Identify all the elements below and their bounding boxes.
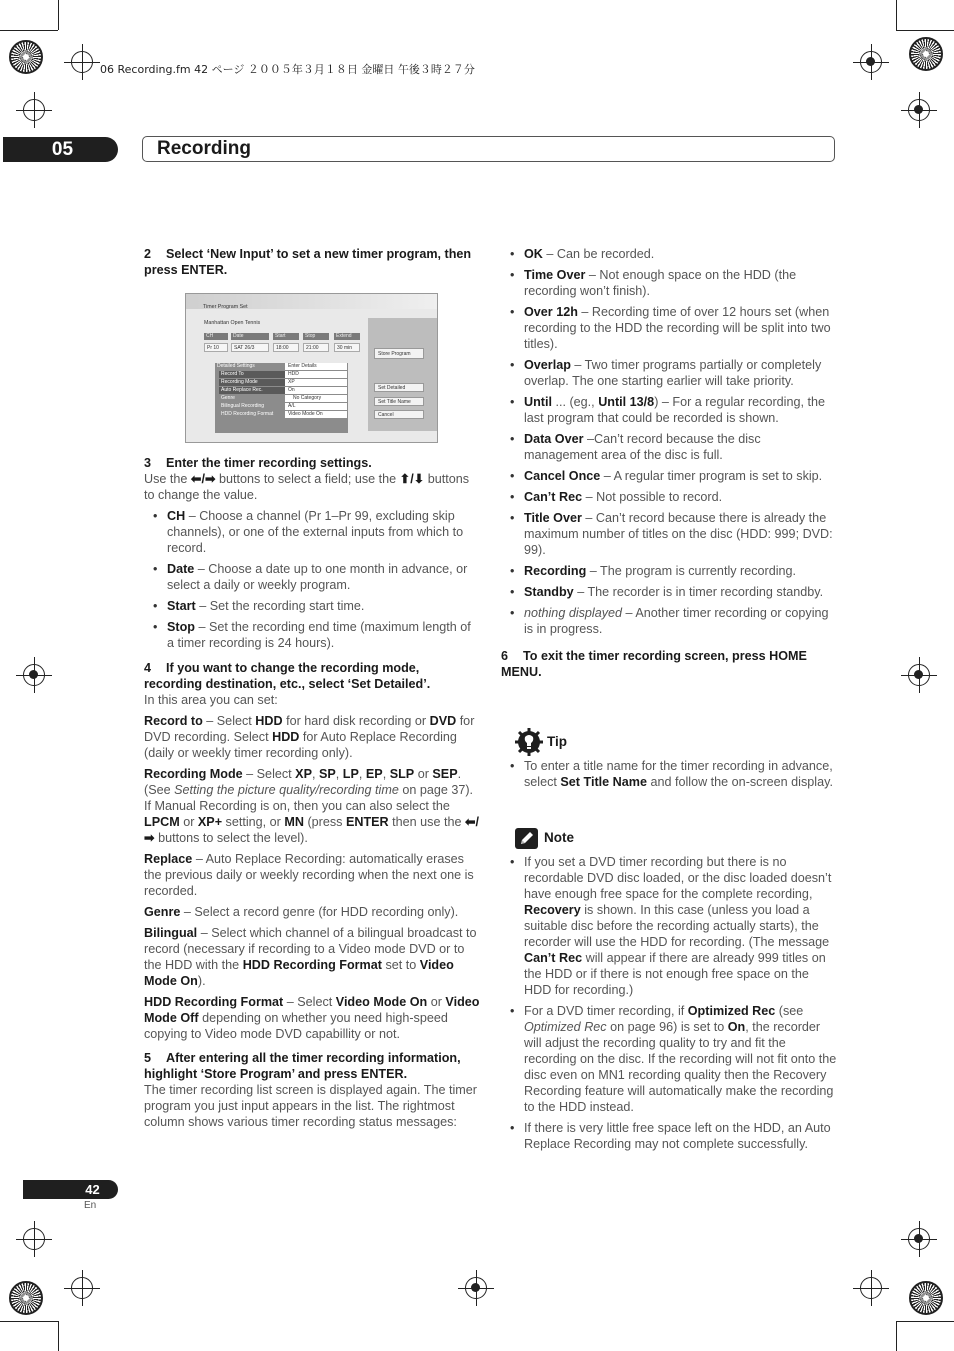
crosshair-icon [465,1277,487,1299]
crosshair-icon [908,1228,930,1250]
hdd-format-paragraph: HDD Recording Format – Select Video Mode On or Video Mode Off depending on whether you need high-speed copying to Video mode DVD capabillity or not. [144,995,480,1041]
replace-paragraph: Replace – Auto Replace Recording: automatically erases the previous daily or weekly recording when the next one is recorded. [144,852,474,898]
list-item: • Recording – The program is currently recording. [501,563,837,579]
value-start[interactable]: 18:00 [273,343,299,352]
list-item: • For a DVD timer recording, if Optimized Rec (see Optimized Rec on page 96) is set to On, the recorder will adjust the recording quality to try and fit the recording on the disc. If the recording will not fit onto the disc even on MN1 recording quality then the Recovery Recording feature will automatically make the recording to the HDD instead. [501,1003,837,1115]
set-title-name-button[interactable]: Set Title Name [374,397,424,406]
detail-value[interactable]: No Category [285,395,347,402]
status-list [501,246,837,637]
list-item: • Stop – Set the recording end time (maximum length of a timer recording is 24 hours). [144,619,480,651]
detail-label: Record To [219,371,285,378]
detail-label: HDD Recording Format [221,411,274,417]
detail-label: Genre [221,395,235,401]
list-item: • OK – Can be recorded. [501,246,837,262]
tip-icon [515,728,543,761]
list-item: • CH – Choose a channel (Pr 1–Pr 99, excluding skip channels), or one of the external inputs from which to record. [144,508,480,556]
crosshair-icon [23,1228,45,1250]
tip-body [501,758,837,795]
step-3-instructions: Use the ⬅/➡ buttons to select a field; use the ⬆/⬇ buttons to change the value. [144,472,470,502]
crosshair-icon [23,99,45,121]
detail-value[interactable]: HDD [285,371,347,378]
crosshair-icon [71,51,93,73]
chapter-number: 05 [3,137,118,162]
detail-value[interactable]: Video Mode On [285,411,347,418]
action-panel [368,318,438,431]
list-item: • Until ... (eg., Until 13/8) – For a regular recording, the last program that could be recorded is shown. [501,394,837,426]
detail-label: Bilingual Recording [221,403,265,409]
note-body [501,854,837,1157]
step-4-sub: In this area you can set: [144,693,278,707]
crosshair-icon [23,664,45,686]
registration-wheel-icon [909,1281,943,1315]
detail-header-left: Detailed Settings [217,363,255,369]
right-column [501,246,837,685]
detail-panel [215,363,348,433]
crosshair-icon [908,664,930,686]
list-item: • Over 12h – Recording time of over 12 hours set (when recording to the HDD the recording will be split into two titles). [501,304,837,352]
up-down-arrows-icon: ⬆/⬇ [399,472,425,486]
note-pencil-icon [515,828,538,854]
recording-mode-paragraph: Recording Mode – Select XP, SP, LP, EP, SLP or SEP. (See Setting the picture quality/recording time on page 37). If Manual Recording is on, then you can also select the LPCM or XP+ setting, or MN (press ENTER then use the ⬅/➡ buttons to select the level). [144,767,480,845]
list-item: • If there is very little free space left on the HDD, an Auto Replace Recording may not complete successfully. [501,1120,837,1152]
registration-wheel-icon [909,37,943,71]
set-detailed-button[interactable]: Set Detailed [374,383,424,392]
left-column [144,246,480,283]
step-6: 6 To exit the timer recording screen, press HOME MENU. [501,649,807,679]
genre-paragraph: Genre – Select a record genre (for HDD recording only). [144,905,459,919]
list-item: • If you set a DVD timer recording but there is no recordable DVD disc loaded, or the disc loaded doesn’t have enough free space for the complete recording, Recovery is shown. In this case (unless you load a suitable disc before the recording actually starts), the recorder will use the HDD for recording. (The message Can’t Rec will appear if there are already 999 titles on the HDD or if there is not enough free space on the HDD for recording.) [501,854,837,998]
list-item: • Date – Choose a date up to one month in advance, or select a daily or weekly program. [144,561,480,593]
timer-program-screen [185,293,438,443]
file-info: 06 Recording.fm 42 ページ ２００５年３月１８日 金曜日 午後３時２７分 [100,63,475,76]
list-item: • Cancel Once – A regular timer program is set to skip. [501,468,837,484]
detail-label: Auto Replace Rec. [219,387,285,394]
value-extend[interactable]: 30 min [334,343,360,352]
detail-label: Recording Mode [219,379,285,386]
list-item: • nothing displayed – Another timer recording or copying is in progress. [501,605,837,637]
left-right-arrows-icon: ⬅/➡ [190,472,216,486]
left-right-arrows-icon: ⬅/➡ [144,815,480,845]
crosshair-icon [908,99,930,121]
value-ch[interactable]: Pr 10 [204,343,228,352]
list-item: • Overlap – Two timer programs partially or completely overlap. The one starting earlier will take priority. [501,357,837,389]
list-item: • Standby – The recorder is in timer recording standby. [501,584,837,600]
cancel-button[interactable]: Cancel [374,410,424,419]
tip-heading: Tip [547,734,567,749]
col-start: Start [273,333,299,340]
value-date[interactable]: SAT 26/3 [231,343,269,352]
list-item: • Start – Set the recording start time. [144,598,480,614]
language-label: En [84,1200,97,1211]
step-5: 5 After entering all the timer recording information, highlight ‘Store Program’ and press ENTER. [144,1051,461,1081]
step-2: 2 Select ‘New Input’ to set a new timer program, then press ENTER. [144,247,472,277]
registration-wheel-icon [9,1281,43,1315]
list-item: • To enter a title name for the timer recording in advance, select Set Title Name and follow the on-screen display. [501,758,837,790]
program-name: Manhattan Open Tennis [204,320,261,326]
list-item: • Can’t Rec – Not possible to record. [501,489,837,505]
col-extend: Extend [334,333,360,340]
step-4: 4 If you want to change the recording mode, recording destination, etc., select ‘Set Detailed’. [144,661,431,691]
bilingual-paragraph: Bilingual – Select which channel of a bilingual broadcast to record (necessary if recording to a Video mode DVD or to the HDD with the HDD Recording Format set to Video Mode On). [144,926,477,988]
crosshair-icon [71,1277,93,1299]
value-stop[interactable]: 21:00 [303,343,329,352]
step-3: 3 Enter the timer recording settings. [144,456,372,470]
col-stop: Stop [303,333,329,340]
note-heading: Note [544,830,574,845]
crosshair-icon [860,1277,882,1299]
detail-header-right: Enter Details [285,363,347,370]
detail-value[interactable]: On [285,387,347,394]
list-item: • Data Over –Can’t record because the disc management area of the disc is full. [501,431,837,463]
detail-value[interactable]: XP [285,379,347,386]
record-to-paragraph: Record to – Select HDD for hard disk recording or DVD for DVD recording. Select HDD for Auto Replace Recording (daily or weekly timer recording only). [144,714,475,760]
registration-wheel-icon [9,40,43,74]
list-item: • Time Over – Not enough space on the HDD (the recording won’t finish). [501,267,837,299]
store-program-button[interactable]: Store Program [374,348,424,359]
detail-value[interactable]: A/L [285,403,347,410]
crosshair-icon [860,51,882,73]
screen-title: Timer Program Set [203,304,248,310]
timer-field-list [144,508,480,651]
chapter-title: Recording [157,138,251,159]
step-5-sub: The timer recording list screen is displayed again. The timer program you just input appears in the list. The rightmost column shows various timer recording status messages: [144,1083,477,1129]
col-date: Date [231,333,269,340]
list-item: • Title Over – Can’t record because there is already the maximum number of titles on the disc (HDD: 999; DVD: 99). [501,510,837,558]
page-number: 42 [23,1180,118,1199]
col-ch: CH [204,333,228,340]
left-column-body [144,455,480,1135]
